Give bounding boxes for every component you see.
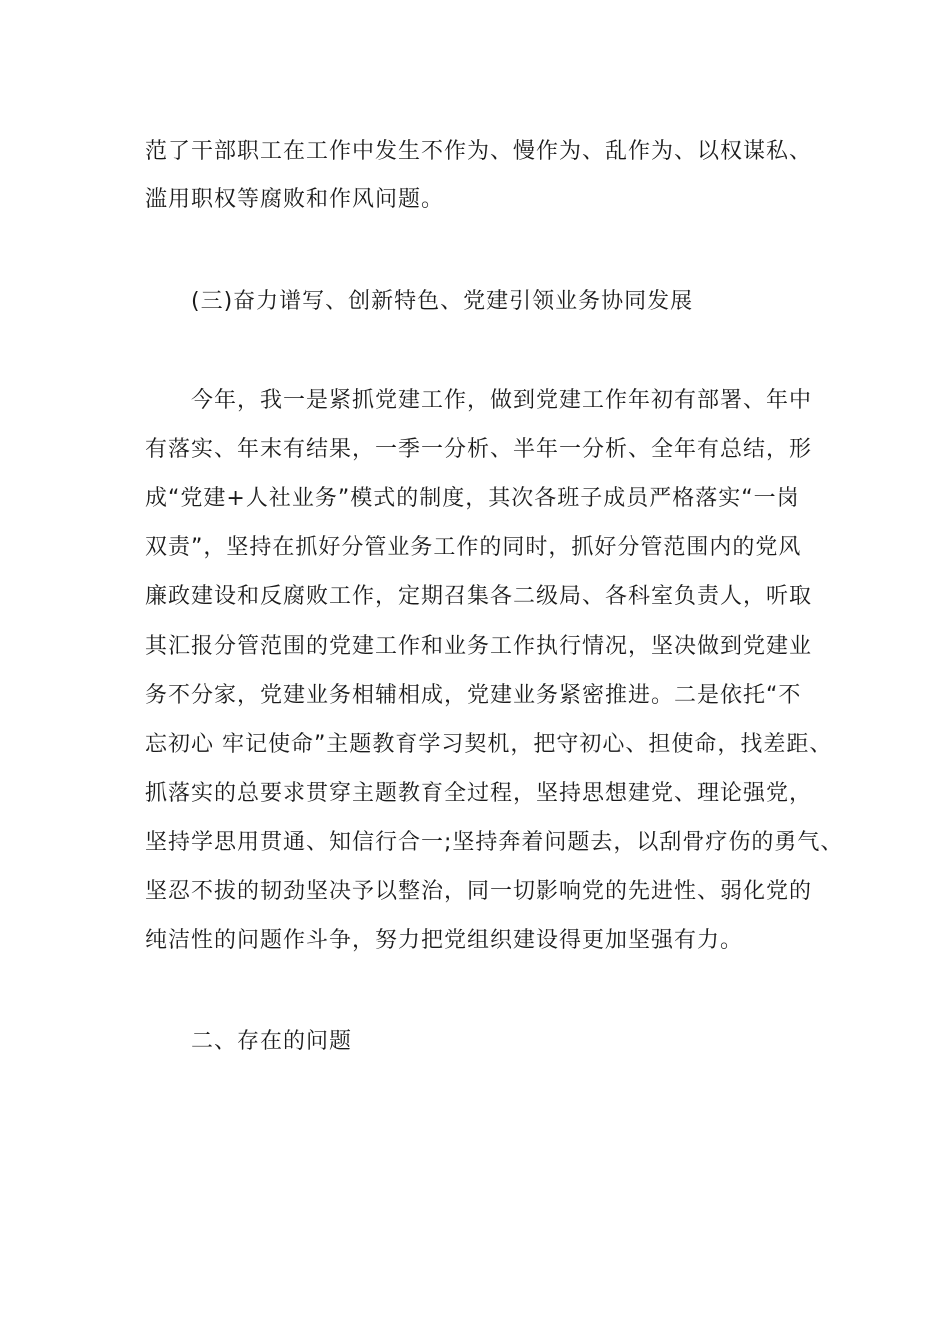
paragraph-line: 坚忍不拔的韧劲坚决予以整治，同一切影响党的先进性、弱化党的: [145, 879, 813, 904]
paragraph-line: 纯洁性的问题作斗争，努力把党组织建设得更加坚强有力。: [145, 928, 744, 953]
paragraph-line: 双责”，坚持在抓好分管业务工作的同时，抓好分管范围内的党风: [145, 535, 802, 560]
paragraph-line: 坚持学思用贯通、知信行合一;坚持奔着问题去，以刮骨疗伤的勇气、: [145, 830, 844, 855]
paragraph-line: 成“党建+人社业务”模式的制度，其次各班子成员严格落实“一岗: [145, 486, 800, 511]
paragraph-line: 抓落实的总要求贯穿主题教育全过程，坚持思想建党、理论强党，: [145, 781, 813, 806]
paragraph-line: 今年，我一是紧抓党建工作，做到党建工作年初有部署、年中: [191, 388, 813, 413]
section-heading: 二、存在的问题: [191, 1029, 353, 1054]
paragraph-line: 有落实、年末有结果，一季一分析、半年一分析、全年有总结，形: [145, 437, 813, 462]
section-heading: (三)奋力谱写、创新特色、党建引领业务协同发展: [191, 289, 694, 314]
paragraph-line: 其汇报分管范围的党建工作和业务工作执行情况，坚决做到党建业: [145, 634, 813, 659]
paragraph-line: 滥用职权等腐败和作风问题。: [145, 187, 445, 212]
paragraph-line: 忘初心 牢记使命”主题教育学习契机，把守初心、担使命，找差距、: [145, 732, 833, 757]
paragraph-line: 廉政建设和反腐败工作，定期召集各二级局、各科室负责人，听取: [145, 584, 813, 609]
paragraph-line: 务不分家，党建业务相辅相成，党建业务紧密推进。二是依托“不: [145, 683, 802, 708]
paragraph-line: 范了干部职工在工作中发生不作为、慢作为、乱作为、以权谋私、: [145, 139, 813, 164]
